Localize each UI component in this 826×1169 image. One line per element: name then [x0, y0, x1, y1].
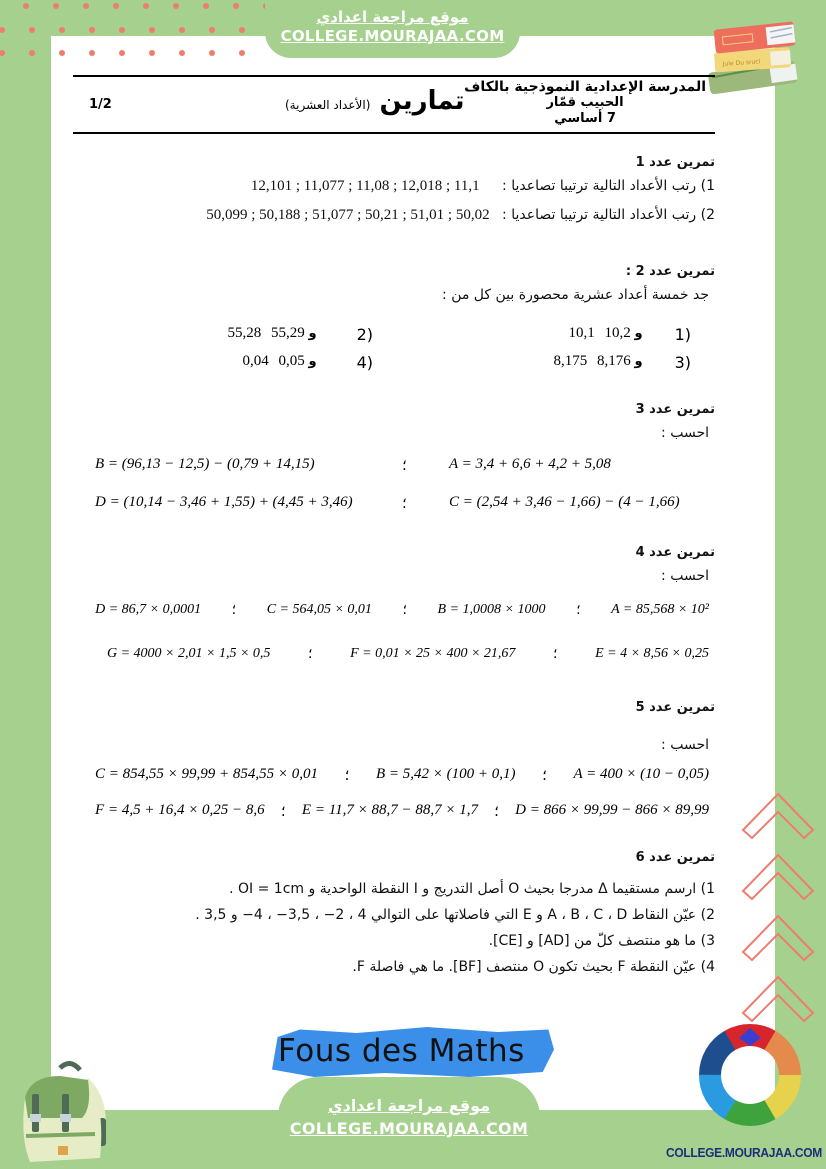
dot-decoration	[119, 50, 125, 56]
exercise-4-title: تمرين عدد 4	[635, 545, 715, 560]
grade-level: 7 أساسي	[554, 111, 616, 126]
separator: ؛	[308, 647, 313, 662]
exercise-6-q2: 2) عيّن النقاط A ، B ، C ، D و E التي فاصلاتها على التوالي 4 ، 2− ، 3,5− ، 4− و 3,5 .	[195, 907, 715, 923]
separator: ؛	[576, 603, 581, 618]
top-site-banner[interactable]	[265, 0, 520, 58]
item-upper: 10,2	[604, 324, 631, 341]
exercise-4-row-2	[95, 646, 715, 663]
items-row-2	[95, 348, 715, 376]
dot-decoration	[89, 27, 95, 33]
dot-decoration	[179, 50, 185, 56]
title-main: تمارين	[379, 86, 465, 116]
dot-decoration	[29, 27, 35, 33]
exercise-6-q3: 3) ما هو منتصف كلّ من [AD] و [CE].	[488, 933, 715, 949]
exercise-1-title: تمرين عدد 1	[635, 155, 715, 170]
exercise-5-row-1	[95, 766, 715, 785]
exercise-4-prompt: احسب :	[661, 568, 709, 584]
exercise-5-row-2	[95, 802, 715, 821]
exercise-6-q1: 1) ارسم مستقيما Δ مدرجا بحيث O أصل التدريج و I النقطة الواحدية و OI = 1cm .	[229, 881, 715, 897]
expr-C: C = (2,54 + 3,46 − 1,66) − (4 − 1,66)	[449, 494, 680, 510]
separator: ؛	[402, 603, 407, 618]
exercise-3	[95, 402, 715, 441]
backpack-icon	[10, 1058, 110, 1166]
dot-decoration	[233, 3, 239, 9]
exercise-5	[95, 700, 715, 753]
dot-decoration	[53, 3, 59, 9]
exercise-1-q1	[95, 178, 715, 195]
item-upper: 55,29	[270, 324, 305, 341]
bottom-site-url[interactable]: COLLEGE.MOURAJAA.COM	[289, 1119, 529, 1138]
books-illustration-icon	[700, 12, 800, 94]
teacher-name: الحبيب قمّار	[546, 95, 624, 110]
list-item	[95, 325, 413, 344]
exercise-2	[95, 264, 715, 303]
expr-A: A = 400 × (10 − 0,05)	[573, 766, 709, 782]
page-number: 1/2	[89, 97, 112, 112]
exercise-1	[95, 155, 715, 224]
exercise-3-prompt: احسب :	[661, 425, 709, 441]
separator: ؛	[280, 804, 286, 820]
q1-label: 1) رتب الأعداد التالية ترتيبا تصاعديا :	[502, 178, 715, 194]
brand-name: Fous des Maths	[278, 1033, 525, 1069]
item-and: و	[634, 353, 643, 369]
item-upper: 0,05	[278, 352, 305, 369]
exercise-3-title: تمرين عدد 3	[635, 402, 715, 417]
dot-decoration	[239, 50, 245, 56]
item-lower: 0,04	[242, 352, 269, 369]
exercise-4-row-1	[95, 602, 715, 619]
q1-values: 12,101 ; 11,077 ; 11,08 ; 12,018 ; 11,1	[250, 178, 480, 194]
exercise-3-row-1	[95, 456, 715, 475]
dot-decoration	[119, 27, 125, 33]
separator: ؛	[542, 768, 547, 784]
item-number: (4	[356, 352, 373, 372]
dot-decoration	[59, 27, 65, 33]
exercise-2-prompt: جد خمسة أعداد عشرية محصورة بين كل من :	[442, 287, 709, 303]
item-number: (2	[356, 324, 373, 344]
expr-F: F = 0,01 × 25 × 400 × 21,67	[350, 646, 516, 661]
dot-decoration	[209, 50, 215, 56]
item-and: و	[308, 353, 317, 369]
expr-C: C = 564,05 × 0,01	[266, 602, 372, 617]
top-site-url[interactable]: COLLEGE.MOURAJAA.COM	[280, 27, 505, 45]
separator: ؛	[344, 768, 350, 784]
separator: ؛	[494, 804, 499, 820]
dot-decoration	[0, 27, 5, 33]
q2-label: 2) رتب الأعداد التالية ترتيبا تصاعديا :	[502, 207, 715, 223]
separator: ؛	[402, 458, 407, 474]
school-name: المدرسة الإعدادية النموذجية بالكاف	[464, 79, 706, 95]
exercise-3-row-2	[95, 494, 715, 513]
dot-decoration	[203, 3, 209, 9]
expr-G: G = 4000 × 2,01 × 1,5 × 0,5	[107, 646, 271, 661]
item-lower: 10,1	[568, 324, 595, 341]
item-upper: 8,176	[596, 352, 631, 369]
dot-decoration	[149, 50, 155, 56]
bottom-site-banner[interactable]	[278, 1077, 540, 1169]
item-lower: 8,175	[553, 352, 588, 369]
dot-decoration	[0, 50, 5, 56]
exercise-4	[95, 545, 715, 584]
dot-decoration	[239, 27, 245, 33]
dot-decoration	[89, 50, 95, 56]
item-lower: 55,28	[227, 324, 262, 341]
header-top-rule	[73, 75, 715, 77]
q2-values: 50,099 ; 50,188 ; 51,077 ; 50,21 ; 51,01 ; 50,02	[206, 207, 490, 223]
exercise-6-q4: 4) عيّن النقطة F بحيث تكون O منتصف [BF]. ما هي فاصلة F.	[352, 959, 715, 975]
expr-C: C = 854,55 × 99,99 + 854,55 × 0,01	[95, 766, 319, 782]
dot-decoration	[59, 50, 65, 56]
expr-F: F = 4,5 + 16,4 × 0,25 − 8,6	[95, 802, 265, 818]
exercise-2-items	[95, 320, 715, 376]
school-info	[464, 79, 706, 127]
exercise-2-title: تمرين عدد 2 :	[625, 264, 715, 279]
exercise-6	[95, 850, 715, 975]
list-item	[95, 353, 413, 372]
expr-D: D = (10,14 − 3,46 + 1,55) + (4,45 + 3,46)	[95, 494, 353, 510]
dot-decoration	[83, 3, 89, 9]
item-number: (1	[674, 324, 691, 344]
dot-decoration	[29, 50, 35, 56]
exercise-5-prompt: احسب :	[661, 737, 709, 753]
chevron-up-icon	[738, 853, 816, 913]
list-item	[413, 353, 715, 372]
exercise-6-title: تمرين عدد 6	[635, 850, 715, 865]
separator: ؛	[231, 603, 237, 618]
header-bottom-rule	[73, 132, 715, 134]
bottom-site-arabic[interactable]: موقع مراجعة اعدادي	[327, 1096, 491, 1115]
top-site-arabic[interactable]: موقع مراجعة اعدادي	[316, 8, 469, 26]
decorative-dots-row-1	[23, 0, 269, 12]
separator: ؛	[553, 647, 558, 662]
expr-B: B = 1,0008 × 1000	[437, 602, 546, 617]
logo-site-url[interactable]: COLLEGE.MOURAJAA.COM	[666, 1145, 822, 1160]
expr-D: D = 866 × 99,99 − 866 × 89,99	[515, 802, 709, 818]
dot-decoration	[149, 27, 155, 33]
items-row-1	[95, 320, 715, 348]
item-number: (3	[674, 352, 691, 372]
expr-E: E = 11,7 × 88,7 − 88,7 × 1,7	[301, 802, 478, 818]
title-subtitle: (الأعداد العشرية)	[285, 98, 371, 112]
expr-D: D = 86,7 × 0,0001	[95, 602, 202, 617]
expr-B: B = (96,13 − 12,5) − (0,79 + 14,15)	[95, 456, 315, 472]
dot-decoration	[173, 3, 179, 9]
decorative-dots-row-3	[0, 47, 245, 59]
worksheet-title	[285, 86, 465, 116]
item-and: و	[634, 325, 643, 341]
chevron-up-icon	[738, 914, 816, 974]
expr-A: A = 3,4 + 6,6 + 4,2 + 5,08	[449, 456, 611, 472]
exercise-1-q2	[95, 207, 715, 224]
item-and: و	[308, 325, 317, 341]
site-logo-wheel-icon	[695, 1020, 805, 1130]
separator: ؛	[402, 496, 407, 512]
expr-B: B = 5,42 × (100 + 0,1)	[376, 766, 516, 782]
dot-decoration	[23, 3, 29, 9]
exercise-5-title: تمرين عدد 5	[635, 700, 715, 715]
expr-A: A = 85,568 × 10²	[611, 602, 709, 617]
dot-decoration	[143, 3, 149, 9]
expr-E: E = 4 × 8,56 × 0,25	[595, 646, 709, 661]
decorative-dots-row-2	[0, 24, 245, 36]
dot-decoration	[179, 27, 185, 33]
dot-decoration	[209, 27, 215, 33]
list-item	[413, 325, 715, 344]
chevron-up-icon	[738, 792, 816, 852]
dot-decoration	[113, 3, 119, 9]
svg-text:Jule Du srucl: Jule Du srucl	[722, 58, 761, 68]
